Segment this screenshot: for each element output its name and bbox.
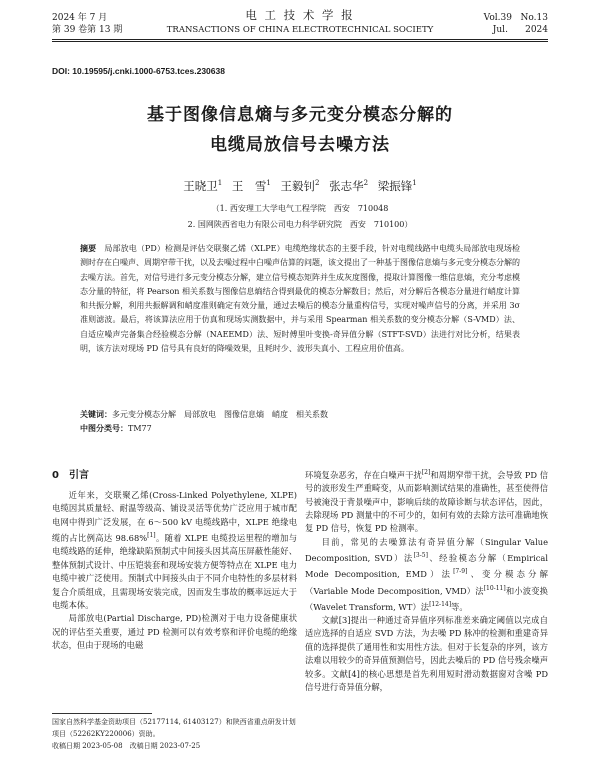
clc-number xyxy=(80,422,520,436)
doi: DOI: 10.19595/j.cnki.1000-6753.tces.230638 xyxy=(52,66,225,76)
author: 王 雪$^1$ xyxy=(231,179,271,193)
header-volume-cn: 第 39 卷第 13 期 xyxy=(52,25,123,35)
right-column xyxy=(305,466,548,694)
author: 王晓卫$^1$ xyxy=(183,179,223,193)
affiliation-2: 2. 国网陕西省电力有限公司电力科学研究院 西安 710100） xyxy=(187,220,413,229)
header-volume-en: Vol.39 No.13 xyxy=(483,13,548,23)
header-rule xyxy=(52,39,548,40)
keywords-text: 多元变分模态分解 局部放电 图像信息熵 峭度 相关系数 xyxy=(112,410,328,419)
received-date: 收稿日期 2023-05-08 改稿日期 2023-07-25 xyxy=(52,742,201,750)
paragraph: 文献[3]提出一种通过奇异值序列标准差来确定阈值以完成自适应选择的自适应 SVD 方法，为去噪 PD 脉冲的检测和重建奇异值的选择提供了通用性和实用性方法。但对于长复杂的序列，该方法难以用较少的奇异值预测信号，因此去噪后的 PD 信号残余噪声较多。文献[4]的核心思想是首先利用短时滑动数据窗对含噪 PD 信号进行奇异值分解， xyxy=(305,614,548,692)
paragraph: 目前，常见的去噪算法有奇异值分解（Singular Value Decomposition, SVD）法[3-5]、经验模态分解（Empirical Mode Decomposition, EMD）法[7-9]、变分模态分解（Variable Mode Decomposition, VMD）法[10-11]和小波变换（Wavelet Transform, WT）法[12-14]等。 xyxy=(305,536,549,612)
journal-title-en: TRANSACTIONS OF CHINA ELECTROTECHNICAL SOCIETY xyxy=(166,25,434,35)
footnote-rule xyxy=(52,713,152,714)
paragraph: 近年来，交联聚乙烯(Cross-Linked Polyethylene, XLPE)电缆因其质量轻、耐温等级高、铺设灵活等优势广泛应用于城市配电网中得到广泛发展，在 6～500 kV 电缆线路中，XLPE 绝缘电缆的占比例高达 98.68%[1]。随着 XLPE 电缆投运里程的增加与电缆线路的延伸，绝缘缺陷预制式中间接头因其高压屏蔽性能好、整体预制式设计、中压铠装套和现场安装方便等特点在 XLPE 电力电缆中被广泛使用。预制式中间接头由于不同介电特性的多层材料复合介质组成，且需现场安装完成，因而发生事故的概率远远大于电缆本体。 xyxy=(52,490,297,611)
header-month-en: Jul. 2024 xyxy=(492,25,548,35)
author: 梁振锋$^1$ xyxy=(377,179,417,193)
keywords-label: 关键词： xyxy=(80,410,112,419)
author: 张志华$^2$ xyxy=(329,179,369,193)
abstract xyxy=(80,242,520,356)
funding-note: 国家自然科学基金资助项目（52177114, 61403127）和陕西省重点研发计划项目（52262KY220006）资助。 xyxy=(52,718,296,738)
clc-value: TM77 xyxy=(128,424,152,433)
journal-title-cn: 电 工 技 术 学 报 xyxy=(245,8,355,22)
paper-title-line2: 电缆局放信号去噪方法 xyxy=(210,135,390,155)
abstract-label: 摘要 xyxy=(80,244,97,253)
affiliation-1: （1. 西安理工大学电气工程学院 西安 710048 xyxy=(211,204,389,213)
paragraph: 环境复杂恶劣，存在白噪声干扰[2]和周期窄带干扰，会导致 PD 信号的波形发生严重畸变，从而影响测试结果的准确性，甚至使得信号被淹没于背景噪声中，影响后续的故障诊断与状态评估，因此，去除现场 PD 测量中的不可少的，如何有效的去除方法可准确地恢复 PD 信号，恢复 PD 检测率。 xyxy=(305,469,548,534)
footnote xyxy=(52,716,297,752)
paper-title-line1: 基于图像信息熵与多元变分模态分解的 xyxy=(147,105,453,125)
section-heading: 0 引言 xyxy=(52,470,89,481)
clc-label: 中图分类号： xyxy=(80,424,128,433)
header-rule-thin xyxy=(52,41,548,42)
author: 王毅钊$^2$ xyxy=(280,179,320,193)
author-list xyxy=(0,178,600,194)
header-date: 2024 年 7 月 xyxy=(52,13,108,23)
keywords xyxy=(80,408,520,422)
left-column xyxy=(52,489,297,653)
abstract-text: 局部放电（PD）检测是评估交联聚乙烯（XLPE）电缆绝缘状态的主要手段，针对电缆线路中电缆头局部放电现场检测时存在白噪声、周期窄带干扰，以及去噪过程中白噪声估算的问题，该文提出了一种基于图像信息熵与多元变分模态分解的去噪方法。首先，对信号进行多元变分模态分解，建立信号模态矩阵并生成灰度图像，提取计算图像一维信息熵，充分考虑模态分量的特征，将 Pearson 相关系数与图像信息熵结合得到最优的模态分解数目；然后，对分解后各模态分量进行峭度计算和共振分解，利用共振解调和峭度准则确定有效分量，通过去噪后的模态分量重构信号，实现对噪声信号的分离，并采用 3σ 准则滤波。最后，将该算法应用于仿真和现场实测数据中，并与采用 Spearman 相关系数的变分模态分解（S-VMD）法、自适应噪声完备集合经验模态分解（NAEEMD）法、短时傅里叶变换-奇异值分解（STFT-SVD）法进行对比分析，结果表明，该方法对现场 PD 信号具有良好的降噪效果，且耗时少、波形失真小、工程应用价值高。 xyxy=(80,244,520,354)
paragraph: 局部放电(Partial Discharge, PD)检测对于电力设备健康状况的评估至关重要，通过 PD 检测可以有效考察和评价电缆的绝缘状态，但由于现场的电磁 xyxy=(52,613,297,651)
